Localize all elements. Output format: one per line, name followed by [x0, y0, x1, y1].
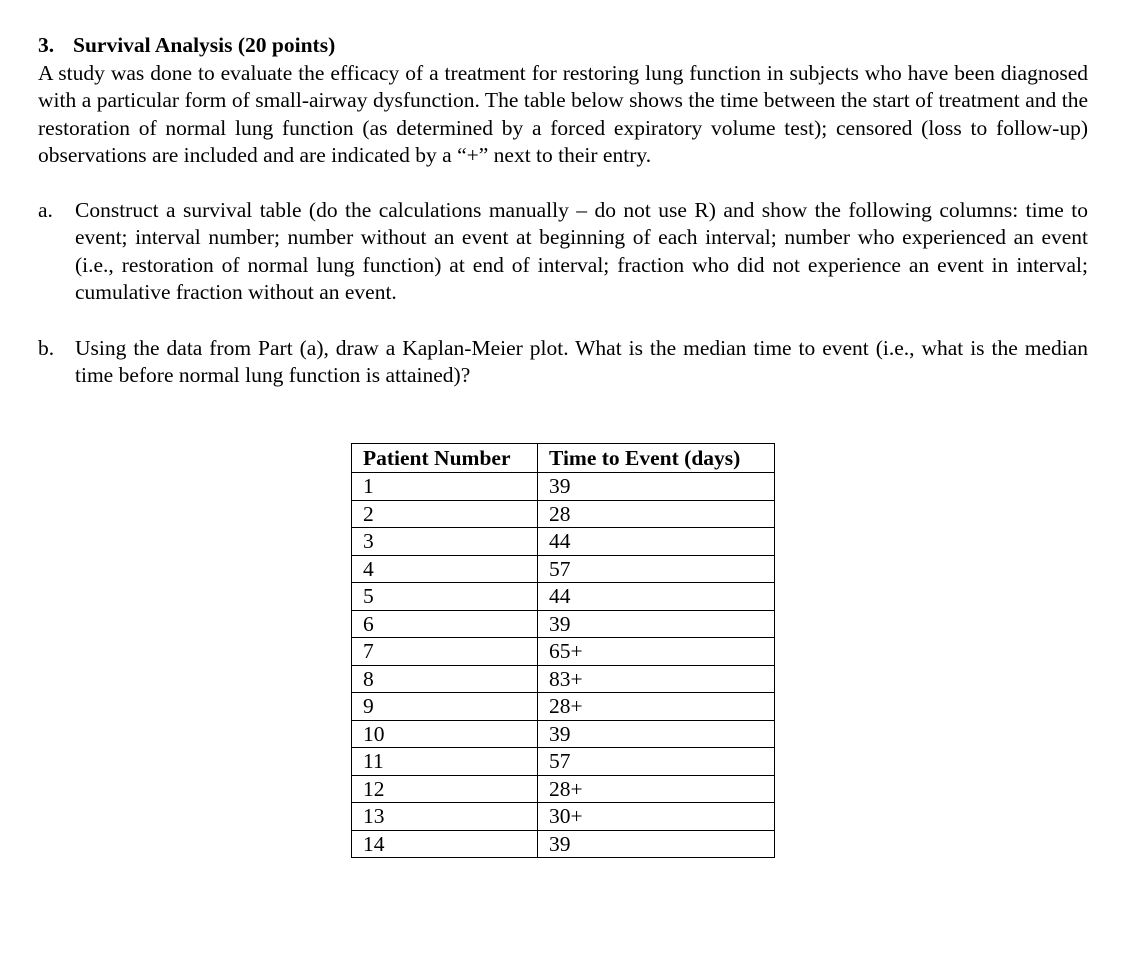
table-row: [352, 555, 775, 583]
table-row: [352, 583, 775, 611]
question-title: Survival Analysis (20 points): [73, 33, 336, 57]
patient-number-cell: 1: [352, 473, 538, 501]
time-to-event-cell: 39: [538, 720, 775, 748]
document-body: [38, 32, 1088, 390]
table-row: [352, 665, 775, 693]
patient-number-cell: 9: [352, 693, 538, 721]
header-time-to-event: Time to Event (days): [538, 444, 775, 473]
patient-number-cell: 11: [352, 748, 538, 776]
header-patient-number: Patient Number: [352, 444, 538, 473]
patient-number-cell: 12: [352, 775, 538, 803]
patient-number-cell: 8: [352, 665, 538, 693]
time-to-event-cell: 28: [538, 500, 775, 528]
table-row: [352, 693, 775, 721]
time-to-event-cell: 44: [538, 583, 775, 611]
time-to-event-cell: 39: [538, 610, 775, 638]
table-row: [352, 528, 775, 556]
question-number: 3.: [38, 33, 55, 57]
patient-number-cell: 7: [352, 638, 538, 666]
time-to-event-cell: 30+: [538, 803, 775, 831]
patient-number-cell: 14: [352, 830, 538, 858]
patient-number-cell: 4: [352, 555, 538, 583]
table-body: [352, 473, 775, 858]
question-heading: [38, 32, 1088, 60]
time-to-event-cell: 44: [538, 528, 775, 556]
time-to-event-cell: 28+: [538, 693, 775, 721]
patient-number-cell: 10: [352, 720, 538, 748]
patient-number-cell: 3: [352, 528, 538, 556]
survival-data-table: [351, 443, 775, 858]
time-to-event-cell: 39: [538, 473, 775, 501]
patient-number-cell: 13: [352, 803, 538, 831]
part-b: [38, 335, 1088, 390]
time-to-event-cell: 57: [538, 748, 775, 776]
patient-number-cell: 5: [352, 583, 538, 611]
time-to-event-cell: 83+: [538, 665, 775, 693]
question-intro: A study was done to evaluate the efficacy of a treatment for restoring lung function in subjects who have been diagnosed with a particular form of small-airway dysfunction. The table below shows the time between the start of treatment and the restoration of normal lung function (as determined by a forced expiratory volume test); censored (loss to follow-up) observations are included and are indicated by a “+” next to their entry.: [38, 60, 1088, 167]
part-a-text: Construct a survival table (do the calculations manually – do not use R) and show the following columns: time to event; interval number; number without an event at beginning of each interval; number who experienced an event (i.e., restoration of normal lung function) at end of interval; fraction who did not experience an event in interval; cumulative fraction without an event.: [75, 197, 1088, 304]
table-row: [352, 830, 775, 858]
table-row: [352, 720, 775, 748]
patient-number-cell: 2: [352, 500, 538, 528]
time-to-event-cell: 57: [538, 555, 775, 583]
part-b-marker: b.: [38, 335, 55, 360]
patient-number-cell: 6: [352, 610, 538, 638]
part-a-marker: a.: [38, 197, 53, 222]
table-header-row: [352, 444, 775, 473]
table-row: [352, 610, 775, 638]
data-table-container: [351, 443, 775, 858]
table-row: [352, 803, 775, 831]
table-row: [352, 748, 775, 776]
time-to-event-cell: 28+: [538, 775, 775, 803]
table-row: [352, 500, 775, 528]
time-to-event-cell: 65+: [538, 638, 775, 666]
time-to-event-cell: 39: [538, 830, 775, 858]
table-row: [352, 775, 775, 803]
part-b-text: Using the data from Part (a), draw a Kaplan-Meier plot. What is the median time to event (i.e., what is the median time before normal lung function is attained)?: [75, 335, 1088, 387]
part-a: [38, 197, 1088, 307]
table-row: [352, 473, 775, 501]
table-row: [352, 638, 775, 666]
